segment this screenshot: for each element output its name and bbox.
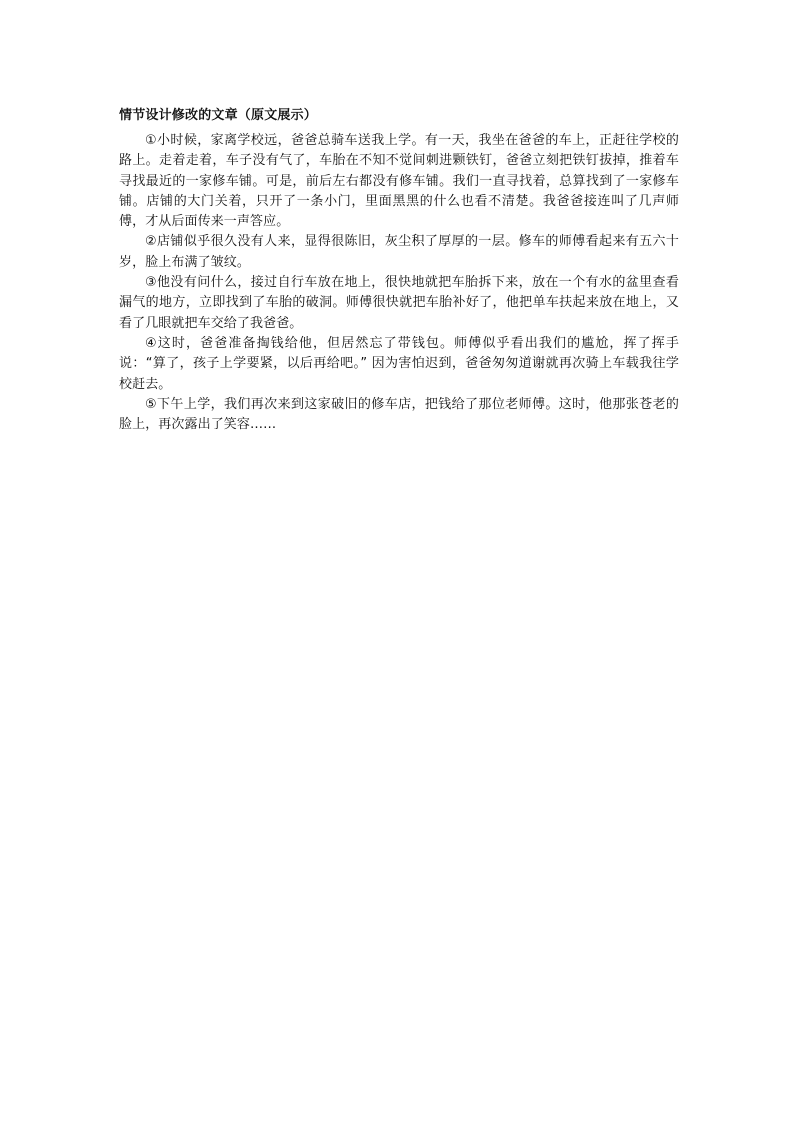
paragraph-2: ②店铺似乎很久没有人来，显得很陈旧，灰尘积了厚厚的一层。修车的师傅看起来有五六十岁，脸上布满了皱纹。 [119, 234, 679, 270]
paragraph-5: ⑤下午上学，我们再次来到这家破旧的修车店，把钱给了那位老师傅。这时，他那张苍老的脸上，再次露出了笑容…… [119, 396, 679, 433]
document-body [119, 131, 679, 435]
paragraph-3: ③他没有问什么，接过自行车放在地上，很快地就把车胎拆下来，放在一个有水的盆里查看漏气的地方，立即找到了车胎的破洞。师傅很快就把车胎补好了，他把单车扶起来放在地上，又看了几眼就把车交给了我爸爸。 [119, 275, 679, 331]
paragraph-4: ④这时，爸爸准备掏钱给他，但居然忘了带钱包。师傅似乎看出我们的尴尬，挥了挥手说：“算了，孩子上学要紧，以后再给吧。” 因为害怕迟到，爸爸匆匆道谢就再次骑上车载我往学校赶去。 [119, 335, 679, 392]
document-title: 情节设计修改的文章（原文展示） [119, 108, 318, 123]
paragraph-1: ①小时候，家离学校远，爸爸总骑车送我上学。有一天，我坐在爸爸的车上，正赶往学校的路上。走着走着，车子没有气了，车胎在不知不觉间刺进颗铁钉，爸爸立刻把铁钉拔掉，推着车寻找最近的一家修车铺。可是，前后左右都没有修车铺。我们一直寻找着，总算找到了一家修车铺。店铺的大门关着，只开了一条小门，里面黑黑的什么也看不清楚。我爸爸接连叫了几声师傅，才从后面传来一声答应。 [119, 133, 679, 230]
